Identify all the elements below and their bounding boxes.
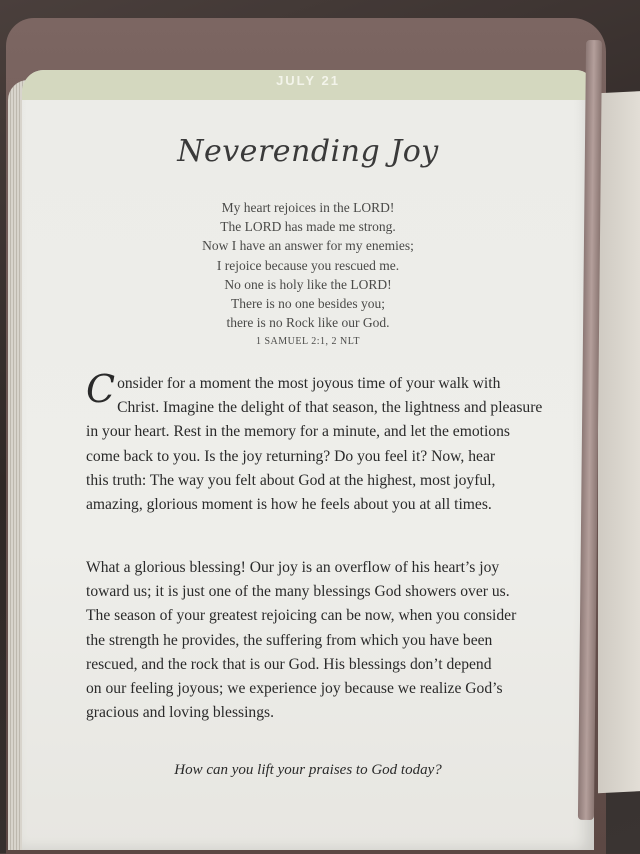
drop-cap: C	[86, 367, 116, 411]
scripture-reference: 1 SAMUEL 2:1, 2 NLT	[255, 336, 361, 347]
facing-page	[598, 91, 640, 794]
verse-line: The LORD has made me strong.	[220, 219, 396, 235]
paragraph-line: this truth: The way you felt about God at the highest, most joyful,	[86, 471, 496, 489]
page-title: Neverending Joy	[177, 134, 439, 169]
paragraph-line: in your heart. Rest in the memory for a minute, and let the emotions	[86, 423, 510, 441]
paragraph-line: gracious and loving blessings.	[86, 704, 274, 722]
verse-line: No one is holy like the LORD!	[224, 276, 392, 292]
paragraph-line: rescued, and the rock that is our God. His blessings don’t depend	[86, 655, 492, 673]
paragraph-line: amazing, glorious moment is how he feels about you at all times.	[86, 496, 492, 514]
page-date: JULY 21	[276, 73, 340, 88]
verse-line: My heart rejoices in the LORD!	[221, 200, 395, 215]
reflection-question: How can you lift your praises to God today?	[174, 762, 442, 778]
date-band	[22, 70, 594, 100]
paragraph-line: come back to you. Is the joy returning? Do you feel it? Now, hear	[86, 447, 496, 465]
paragraph-line: the strength he provides, the suffering from which you have been	[86, 631, 493, 649]
verse-line: There is no one besides you;	[230, 296, 386, 312]
paragraph-line: Christ. Imagine the delight of that season, the lightness and pleasure	[117, 399, 543, 417]
book-page	[22, 70, 594, 850]
paragraph-line: on our feeling joyous; we experience joy because we realize God’s	[86, 680, 503, 698]
paragraph-line: What a glorious blessing! Our joy is an overflow of his heart’s joy	[86, 559, 500, 576]
scripture-verse	[22, 198, 594, 332]
paragraph-2	[86, 556, 566, 725]
verse-line: Now I have an answer for my enemies;	[202, 238, 414, 254]
paragraph-1	[86, 367, 566, 517]
paragraph-line: onsider for a moment the most joyous time of your walk with	[117, 375, 501, 392]
paragraph-line: The season of your greatest rejoicing can be now, when you consider	[86, 607, 517, 625]
verse-line: there is no Rock like our God.	[226, 315, 390, 331]
verse-line: I rejoice because you rescued me.	[216, 257, 400, 273]
paragraph-line: toward us; it is just one of the many blessings God showers over us.	[86, 583, 510, 601]
